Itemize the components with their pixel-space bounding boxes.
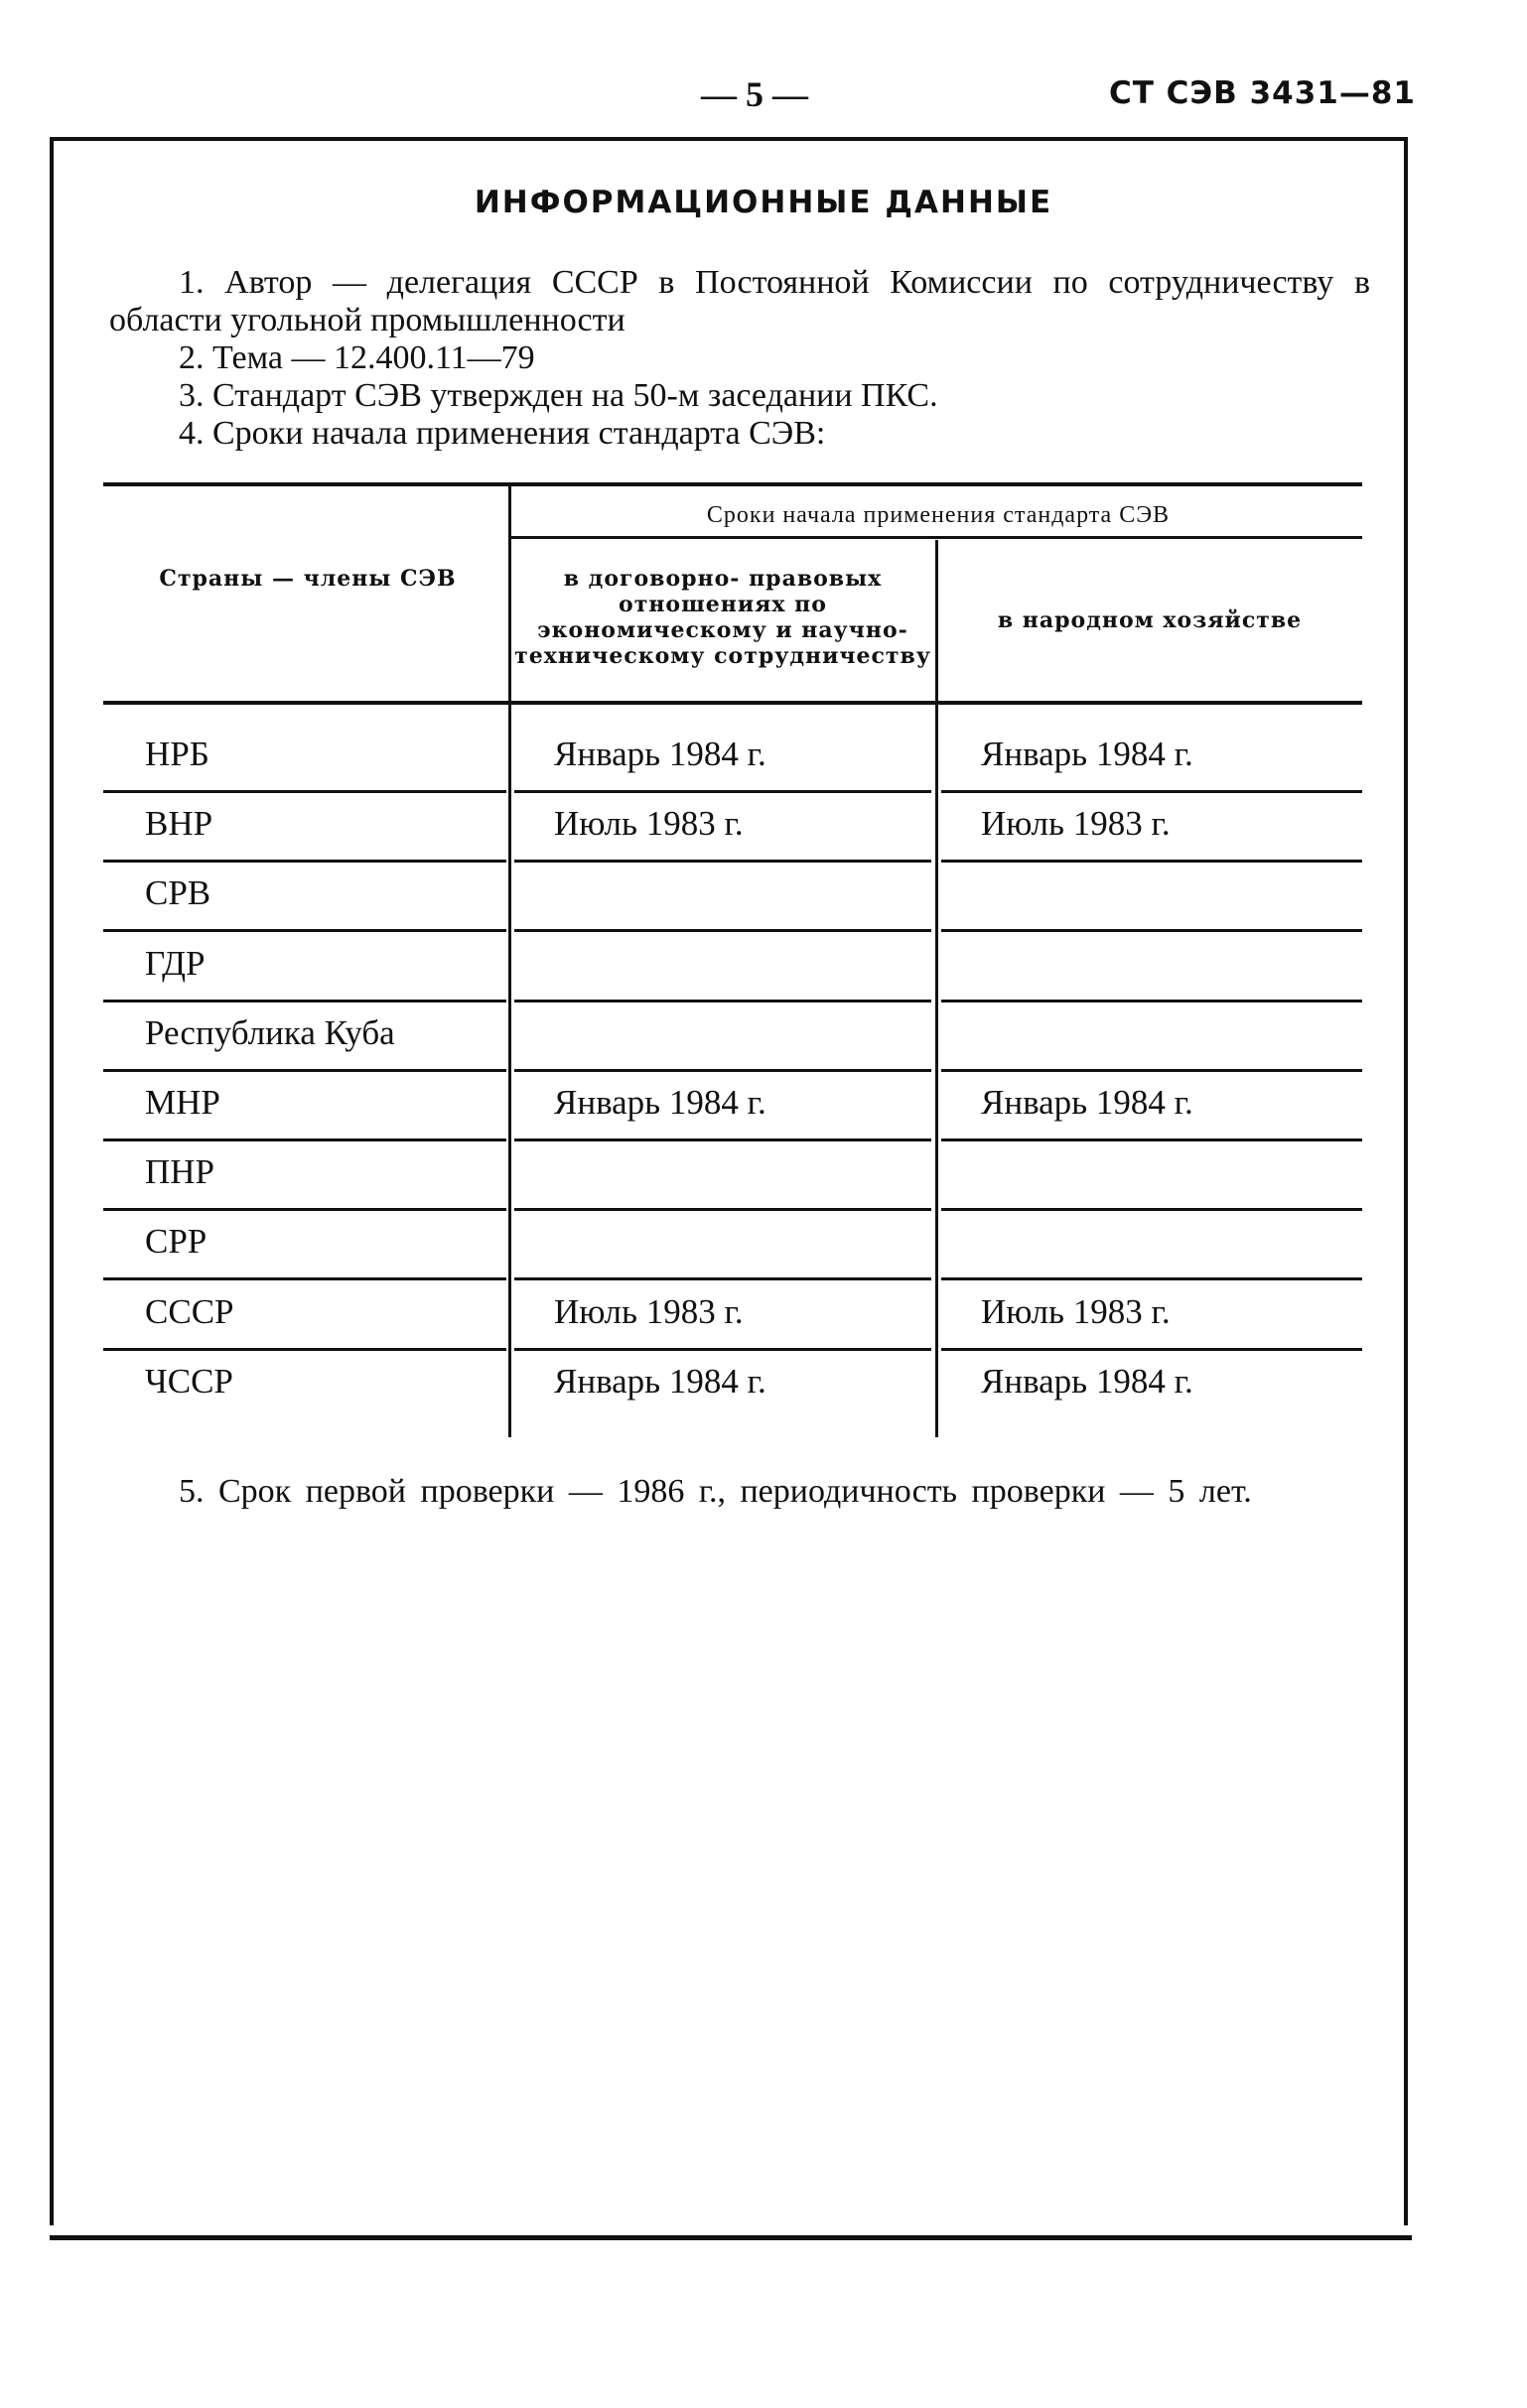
row-separator	[514, 1348, 931, 1351]
col-contract-header: в договорно- правовых отношениях по экономическому и научно-техническому сотрудничеству	[514, 566, 931, 669]
row-separator	[941, 1000, 1362, 1003]
row-separator	[514, 1277, 931, 1280]
info-items	[109, 264, 1370, 453]
row-separator	[941, 1348, 1362, 1351]
row-separator	[514, 929, 931, 932]
footer-note: 5. Срок первой проверки — 1986 г., периодичность проверки — 5 лет.	[179, 1473, 1252, 1510]
row-separator	[103, 1348, 506, 1351]
row-separator	[514, 790, 931, 793]
row-separator	[514, 1208, 931, 1211]
table-top-rule	[103, 482, 1362, 486]
header-bottom-rule	[103, 701, 1362, 705]
row-separator	[103, 1277, 506, 1280]
row-separator	[514, 1138, 931, 1141]
section-title: ИНФОРМАЦИОННЫЕ ДАННЫЕ	[474, 185, 1053, 220]
row-separator	[514, 1069, 931, 1072]
country-cell: СРР	[145, 1222, 208, 1262]
row-separator	[103, 790, 506, 793]
country-cell: ЧССР	[145, 1361, 233, 1401]
row-separator	[941, 1138, 1362, 1141]
group-header-rule	[510, 536, 1362, 539]
country-cell: СРВ	[145, 873, 211, 913]
country-cell: ПНР	[145, 1152, 215, 1192]
row-separator	[941, 1069, 1362, 1072]
contract-date-cell: Июль 1983 г.	[554, 1291, 744, 1331]
item-topic: 2. Тема — 12.400.11—79	[179, 339, 535, 376]
contract-date-cell: Январь 1984 г.	[554, 735, 766, 773]
contract-date-cell: Январь 1984 г.	[554, 1361, 766, 1401]
economy-date-cell: Январь 1984 г.	[981, 1083, 1193, 1122]
row-separator	[941, 860, 1362, 863]
country-cell: ВНР	[145, 804, 213, 844]
economy-date-cell: Январь 1984 г.	[981, 735, 1193, 773]
standard-code: СТ СЭВ 3431—81	[1108, 75, 1416, 111]
row-separator	[514, 860, 931, 863]
item-author: 1. Автор — делегация СССР в Постоянной Комиссии по сотрудничеству в области угольной промышленности	[109, 264, 1370, 338]
item-start-dates: 4. Сроки начала применения стандарта СЭВ:	[179, 415, 826, 452]
row-separator	[103, 929, 506, 932]
bottom-rule	[50, 2235, 1412, 2240]
country-cell: Республика Куба	[145, 1012, 395, 1052]
table-vline-middle	[935, 540, 938, 1437]
col-economy-header: в народном хозяйстве	[997, 607, 1303, 633]
country-cell: МНР	[145, 1083, 220, 1122]
table-vline-country	[508, 486, 511, 1437]
page-number: — 5 —	[701, 74, 808, 114]
row-separator	[103, 860, 506, 863]
country-cell: НРБ	[145, 735, 209, 773]
row-separator	[103, 1138, 506, 1141]
group-header: Сроки начала применения стандарта СЭВ	[706, 502, 1171, 528]
row-separator	[941, 1208, 1362, 1211]
col-country-header: Страны — члены СЭВ	[159, 566, 457, 592]
economy-date-cell: Январь 1984 г.	[981, 1361, 1193, 1401]
contract-date-cell: Январь 1984 г.	[554, 1083, 766, 1122]
row-separator	[941, 929, 1362, 932]
row-separator	[514, 1000, 931, 1003]
row-separator	[941, 790, 1362, 793]
row-separator	[103, 1000, 506, 1003]
contract-date-cell: Июль 1983 г.	[554, 804, 744, 844]
row-separator	[103, 1069, 506, 1072]
row-separator	[941, 1277, 1362, 1280]
economy-date-cell: Июль 1983 г.	[981, 1291, 1171, 1331]
row-separator	[103, 1208, 506, 1211]
country-cell: СССР	[145, 1291, 234, 1331]
item-approval: 3. Стандарт СЭВ утвержден на 50-м заседании ПКС.	[179, 377, 938, 414]
country-cell: ГДР	[145, 943, 206, 983]
economy-date-cell: Июль 1983 г.	[981, 804, 1171, 844]
